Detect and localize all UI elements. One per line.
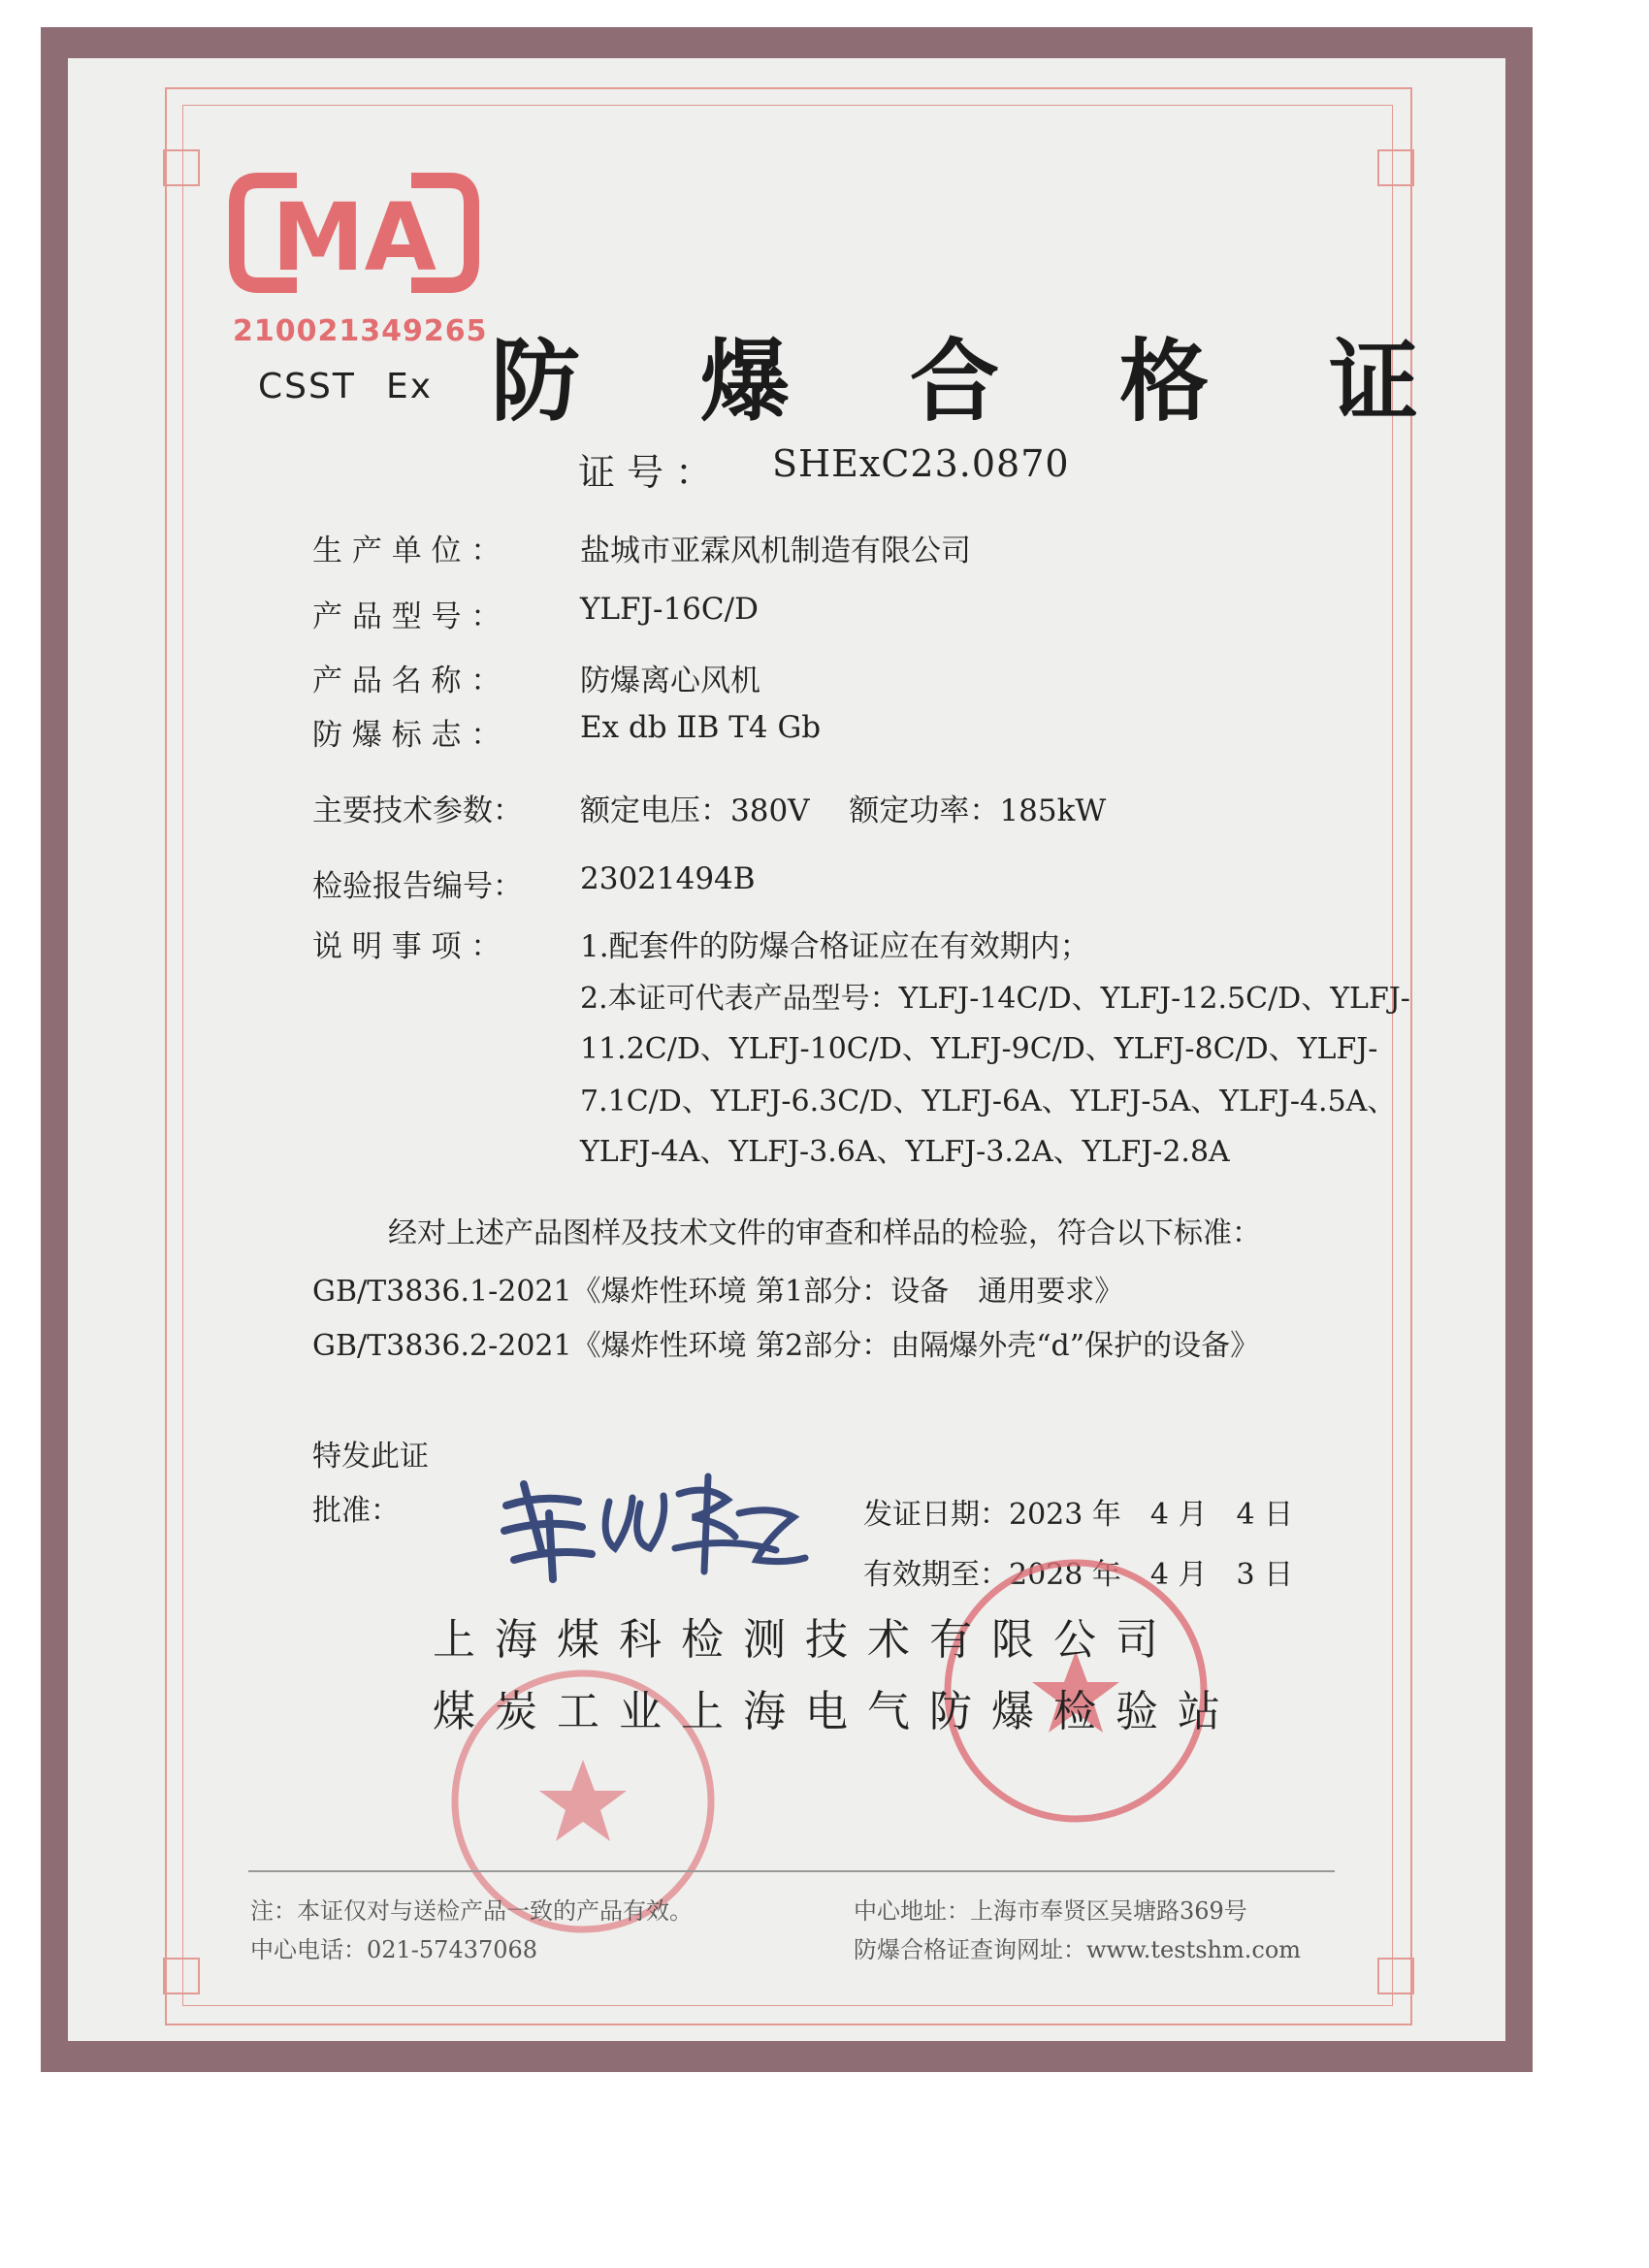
frame-corner-tl: [163, 149, 200, 186]
field-value-product-name: 防爆离心风机: [580, 664, 760, 698]
ex-mark: Ex: [386, 367, 434, 406]
issuing-organization: 上海煤科检测技术有限公司: [433, 1615, 1178, 1665]
cma-logo: [229, 171, 479, 295]
notes-line: 2.本证可代表产品型号：YLFJ-14C/D、YLFJ-12.5C/D、YLFJ-: [580, 982, 1410, 1016]
footer-phone: 中心电话：021-57437068: [250, 1936, 538, 1963]
notes-line: 11.2C/D、YLFJ-10C/D、YLFJ-9C/D、YLFJ-8C/D、YLFJ-: [580, 1032, 1378, 1066]
standard-item: GB/T3836.2-2021《爆炸性环境 第2部分：由隔爆外壳“d”保护的设备》: [312, 1329, 1260, 1363]
field-value-report-no: 23021494B: [580, 861, 756, 896]
field-value-ex-marking: Ex db ⅡB T4 Gb: [580, 710, 822, 745]
field-label-ex-marking: 防 爆 标 志 ：: [312, 718, 501, 753]
issuing-station: 煤炭工业上海电气防爆检验站: [433, 1687, 1240, 1736]
field-label-tech-params: 主要技术参数：: [312, 794, 523, 828]
footer-address: 中心地址：上海市奉贤区吴塘路369号: [854, 1897, 1247, 1925]
approve-label: 批准：: [312, 1494, 400, 1528]
valid-until-date: 有效期至：2028 年 4 月 3 日: [863, 1558, 1294, 1592]
signature: [485, 1455, 815, 1591]
standards-intro: 经对上述产品图样及技术文件的审查和样品的检验，符合以下标准：: [388, 1216, 1261, 1250]
field-label-manufacturer: 生 产 单 位 ：: [312, 534, 501, 568]
cert-no-value: SHExC23.0870: [772, 442, 1070, 485]
page-title: 防 爆 合 格 证: [491, 330, 1464, 434]
field-label-report-no: 检验报告编号：: [312, 869, 523, 904]
csst-mark: CSST: [258, 367, 356, 406]
svg-text:MA: MA: [272, 183, 436, 292]
field-value-model: YLFJ-16C/D: [580, 592, 759, 627]
field-value-notes: 1.配套件的防爆合格证应在有效期内；: [580, 929, 1090, 964]
field-label-notes: 说 明 事 项 ：: [312, 929, 501, 964]
footer-note: 注：本证仅对与送检产品一致的产品有效。: [250, 1897, 693, 1925]
cma-code: 210021349265: [233, 314, 488, 348]
footer-divider: [248, 1870, 1335, 1872]
frame-corner-bl: [163, 1958, 200, 1994]
field-value-manufacturer: 盐城市亚霖风机制造有限公司: [580, 534, 971, 568]
cert-no-label: 证 号 ：: [578, 451, 713, 494]
frame-corner-br: [1377, 1958, 1414, 1994]
notes-line: 7.1C/D、YLFJ-6.3C/D、YLFJ-6A、YLFJ-5A、YLFJ-4.5A、: [580, 1085, 1397, 1118]
footer-website: 防爆合格证查询网址：www.testshm.com: [854, 1936, 1302, 1963]
standard-item: GB/T3836.1-2021《爆炸性环境 第1部分：设备 通用要求》: [312, 1275, 1124, 1309]
issue-text: 特发此证: [312, 1440, 429, 1474]
notes-line: YLFJ-4A、YLFJ-3.6A、YLFJ-3.2A、YLFJ-2.8A: [580, 1135, 1230, 1169]
field-label-product-name: 产 品 名 称 ：: [312, 664, 501, 698]
frame-corner-tr: [1377, 149, 1414, 186]
field-value-tech-params: 额定电压：380V 额定功率：185kW: [580, 794, 1107, 828]
field-label-model: 产 品 型 号 ：: [312, 599, 501, 634]
issue-date: 发证日期：2023 年 4 月 4 日: [863, 1498, 1294, 1532]
